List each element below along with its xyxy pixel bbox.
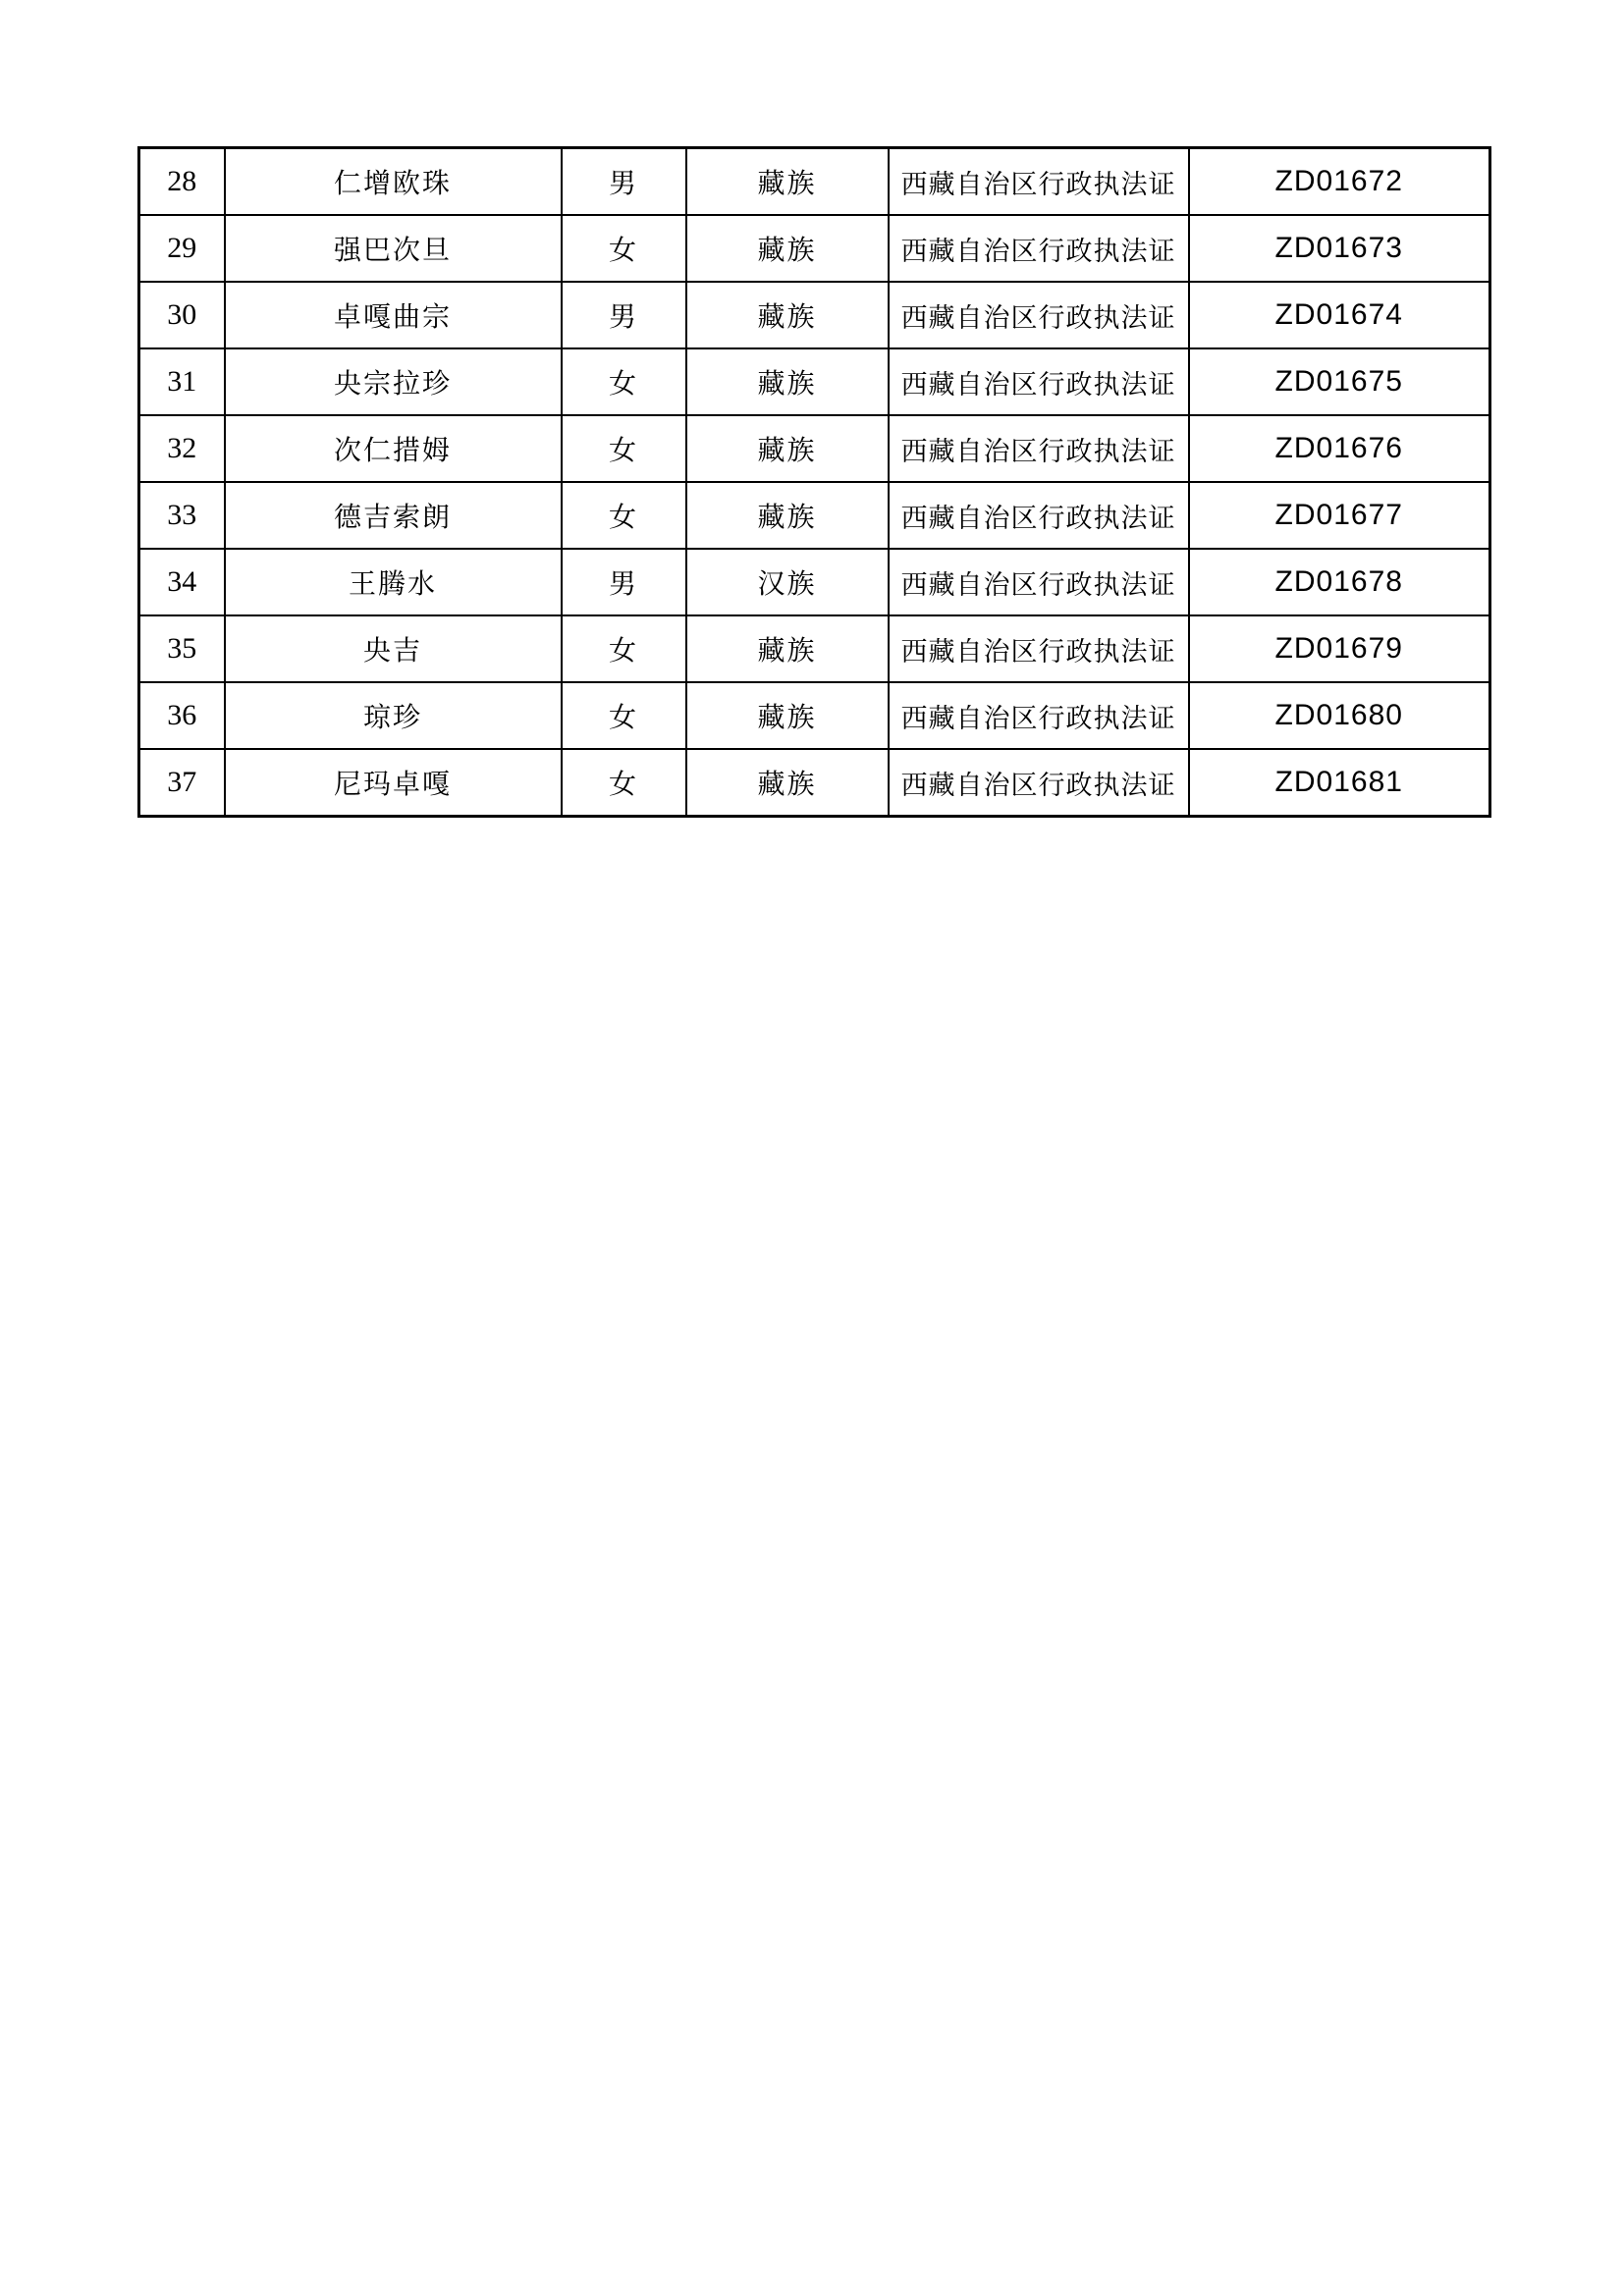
serial-number-cell: 32: [139, 415, 225, 482]
name-cell: 琼珍: [225, 682, 562, 749]
ethnicity-cell: 藏族: [686, 348, 889, 415]
ethnicity-cell: 藏族: [686, 615, 889, 682]
name-cell: 强巴次旦: [225, 215, 562, 282]
certificate-type-cell: 西藏自治区行政执法证: [889, 215, 1189, 282]
certificate-number-cell: ZD01673: [1189, 215, 1490, 282]
name-cell: 卓嘎曲宗: [225, 282, 562, 348]
name-cell: 王腾水: [225, 549, 562, 615]
table-row: [139, 348, 1490, 415]
serial-number-cell: 28: [139, 148, 225, 216]
ethnicity-cell: 藏族: [686, 482, 889, 549]
serial-number-cell: 36: [139, 682, 225, 749]
table-row: [139, 148, 1490, 216]
serial-number-cell: 31: [139, 348, 225, 415]
name-cell: 央吉: [225, 615, 562, 682]
ethnicity-cell: 藏族: [686, 415, 889, 482]
name-cell: 央宗拉珍: [225, 348, 562, 415]
certificate-number-cell: ZD01679: [1189, 615, 1490, 682]
gender-cell: 男: [562, 549, 686, 615]
certificate-type-cell: 西藏自治区行政执法证: [889, 615, 1189, 682]
serial-number-cell: 34: [139, 549, 225, 615]
personnel-table: [137, 146, 1491, 818]
certificate-type-cell: 西藏自治区行政执法证: [889, 749, 1189, 817]
ethnicity-cell: 藏族: [686, 749, 889, 817]
ethnicity-cell: 藏族: [686, 682, 889, 749]
gender-cell: 女: [562, 682, 686, 749]
name-cell: 尼玛卓嘎: [225, 749, 562, 817]
serial-number-cell: 33: [139, 482, 225, 549]
table-row: [139, 749, 1490, 817]
gender-cell: 女: [562, 749, 686, 817]
gender-cell: 男: [562, 282, 686, 348]
name-cell: 仁增欧珠: [225, 148, 562, 216]
table-row: [139, 549, 1490, 615]
serial-number-cell: 30: [139, 282, 225, 348]
ethnicity-cell: 藏族: [686, 148, 889, 216]
serial-number-cell: 29: [139, 215, 225, 282]
ethnicity-cell: 藏族: [686, 282, 889, 348]
name-cell: 德吉索朗: [225, 482, 562, 549]
certificate-type-cell: 西藏自治区行政执法证: [889, 415, 1189, 482]
certificate-type-cell: 西藏自治区行政执法证: [889, 682, 1189, 749]
ethnicity-cell: 汉族: [686, 549, 889, 615]
ethnicity-cell: 藏族: [686, 215, 889, 282]
name-cell: 次仁措姆: [225, 415, 562, 482]
table-row: [139, 215, 1490, 282]
certificate-number-cell: ZD01680: [1189, 682, 1490, 749]
table-row: [139, 282, 1490, 348]
certificate-number-cell: ZD01672: [1189, 148, 1490, 216]
certificate-type-cell: 西藏自治区行政执法证: [889, 549, 1189, 615]
table-row: [139, 415, 1490, 482]
personnel-table-body: [139, 148, 1490, 817]
table-row: [139, 682, 1490, 749]
gender-cell: 女: [562, 215, 686, 282]
certificate-number-cell: ZD01674: [1189, 282, 1490, 348]
serial-number-cell: 37: [139, 749, 225, 817]
gender-cell: 女: [562, 615, 686, 682]
certificate-number-cell: ZD01675: [1189, 348, 1490, 415]
certificate-type-cell: 西藏自治区行政执法证: [889, 348, 1189, 415]
gender-cell: 男: [562, 148, 686, 216]
gender-cell: 女: [562, 482, 686, 549]
certificate-number-cell: ZD01676: [1189, 415, 1490, 482]
gender-cell: 女: [562, 348, 686, 415]
serial-number-cell: 35: [139, 615, 225, 682]
certificate-type-cell: 西藏自治区行政执法证: [889, 282, 1189, 348]
certificate-number-cell: ZD01678: [1189, 549, 1490, 615]
certificate-number-cell: ZD01677: [1189, 482, 1490, 549]
certificate-type-cell: 西藏自治区行政执法证: [889, 482, 1189, 549]
table-row: [139, 615, 1490, 682]
certificate-type-cell: 西藏自治区行政执法证: [889, 148, 1189, 216]
table-row: [139, 482, 1490, 549]
certificate-number-cell: ZD01681: [1189, 749, 1490, 817]
gender-cell: 女: [562, 415, 686, 482]
